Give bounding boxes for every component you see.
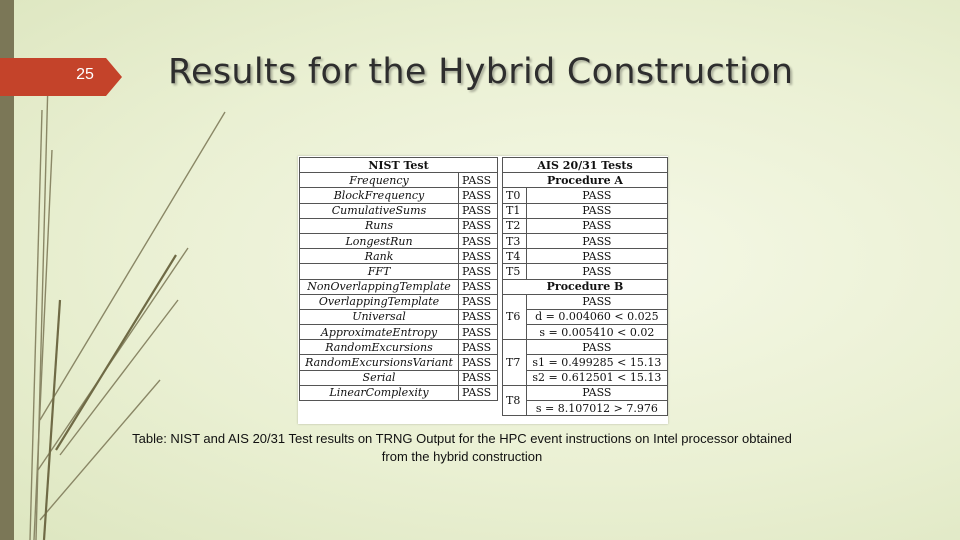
table-row — [503, 370, 668, 385]
test-name: RandomExcursionsVariant — [300, 355, 459, 370]
test-result: PASS — [459, 355, 498, 370]
test-id: T6 — [503, 294, 527, 340]
test-name: Universal — [300, 309, 459, 324]
table-row — [300, 233, 498, 248]
table-row — [503, 264, 668, 279]
test-id: T2 — [503, 218, 527, 233]
test-result: PASS — [526, 218, 667, 233]
test-statistic: s = 8.107012 > 7.976 — [526, 401, 667, 416]
table-row — [300, 309, 498, 324]
table-row — [503, 173, 668, 188]
test-result: PASS — [526, 188, 667, 203]
table-row — [503, 249, 668, 264]
table-row — [300, 385, 498, 400]
test-result: PASS — [459, 340, 498, 355]
table-row — [503, 279, 668, 294]
test-result: PASS — [459, 218, 498, 233]
test-result: PASS — [459, 203, 498, 218]
procedure-b-header: Procedure B — [503, 279, 668, 294]
table-row — [300, 203, 498, 218]
table-row — [300, 218, 498, 233]
decorative-line — [44, 300, 60, 540]
test-name: OverlappingTemplate — [300, 294, 459, 309]
test-id: T4 — [503, 249, 527, 264]
test-name: Serial — [300, 370, 459, 385]
test-name: NonOverlappingTemplate — [300, 279, 459, 294]
decorative-line — [40, 112, 225, 420]
table-row — [300, 249, 498, 264]
test-statistic: s = 0.005410 < 0.02 — [526, 325, 667, 340]
test-statistic: d = 0.004060 < 0.025 — [526, 309, 667, 324]
table-row — [300, 188, 498, 203]
test-id: T0 — [503, 188, 527, 203]
test-result: PASS — [459, 385, 498, 400]
table-row — [300, 370, 498, 385]
table-row — [503, 233, 668, 248]
test-name: ApproximateEntropy — [300, 325, 459, 340]
table-row — [503, 294, 668, 309]
test-id: T8 — [503, 385, 527, 415]
test-result: PASS — [526, 264, 667, 279]
test-name: Rank — [300, 249, 459, 264]
test-name: LongestRun — [300, 233, 459, 248]
ais-results-table — [502, 157, 668, 416]
test-result: PASS — [526, 294, 667, 309]
test-statistic: s2 = 0.612501 < 15.13 — [526, 370, 667, 385]
table-row — [503, 188, 668, 203]
test-result: PASS — [459, 188, 498, 203]
results-table-image — [298, 156, 668, 424]
test-name: Frequency — [300, 173, 459, 188]
test-result: PASS — [526, 340, 667, 355]
test-result: PASS — [459, 233, 498, 248]
table-row — [300, 294, 498, 309]
test-result: PASS — [459, 173, 498, 188]
test-id: T5 — [503, 264, 527, 279]
test-result: PASS — [459, 325, 498, 340]
table-row — [300, 173, 498, 188]
table-caption: Table: NIST and AIS 20/31 Test results on TRNG Output for the HPC event instructions on Intel processor obtained from the hybrid construction — [132, 431, 792, 464]
test-id: T1 — [503, 203, 527, 218]
ais-header: AIS 20/31 Tests — [503, 158, 668, 173]
test-name: BlockFrequency — [300, 188, 459, 203]
nist-results-table — [299, 157, 498, 401]
test-result: PASS — [459, 279, 498, 294]
test-result: PASS — [526, 249, 667, 264]
procedure-a-header: Procedure A — [503, 173, 668, 188]
table-row — [300, 158, 498, 173]
decorative-line — [56, 255, 176, 450]
table-row — [503, 158, 668, 173]
decorative-line — [34, 150, 52, 540]
table-row — [503, 309, 668, 324]
test-result: PASS — [526, 385, 667, 400]
table-row — [300, 325, 498, 340]
table-row — [503, 218, 668, 233]
test-name: FFT — [300, 264, 459, 279]
table-row — [300, 279, 498, 294]
table-row — [503, 355, 668, 370]
test-result: PASS — [526, 203, 667, 218]
table-row — [503, 340, 668, 355]
test-name: CumulativeSums — [300, 203, 459, 218]
table-row — [300, 264, 498, 279]
test-name: LinearComplexity — [300, 385, 459, 400]
test-result: PASS — [526, 233, 667, 248]
test-result: PASS — [459, 294, 498, 309]
test-id: T7 — [503, 340, 527, 386]
test-statistic: s1 = 0.499285 < 15.13 — [526, 355, 667, 370]
table-row — [503, 385, 668, 400]
table-row — [503, 325, 668, 340]
table-row — [300, 340, 498, 355]
test-result: PASS — [459, 249, 498, 264]
test-name: Runs — [300, 218, 459, 233]
decorative-line — [30, 110, 42, 540]
test-id: T3 — [503, 233, 527, 248]
test-result: PASS — [459, 309, 498, 324]
slide-title: Results for the Hybrid Construction — [168, 52, 794, 92]
table-row — [300, 355, 498, 370]
test-result: PASS — [459, 264, 498, 279]
table-row — [503, 203, 668, 218]
slide-number: 25 — [76, 66, 94, 83]
test-result: PASS — [459, 370, 498, 385]
table-row — [503, 401, 668, 416]
test-name: RandomExcursions — [300, 340, 459, 355]
nist-header: NIST Test — [300, 158, 498, 173]
